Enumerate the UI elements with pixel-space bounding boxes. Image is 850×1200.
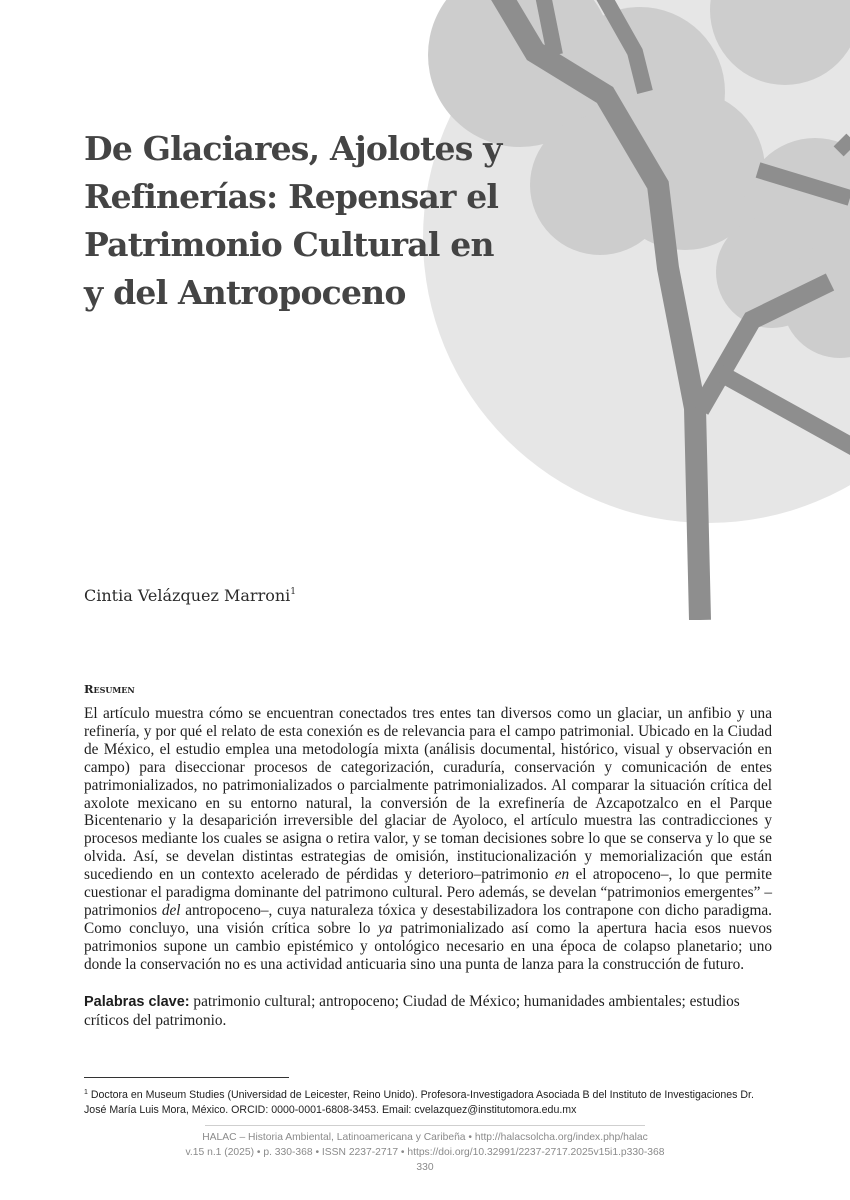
author-footnote-marker[interactable]: 1 — [290, 587, 297, 597]
footnote-text: Doctora en Museum Studies (Universidad de Leicester, Reino Unido). Profesora-Investigadora Asociada B del Instituto de Investigaciones Dr. José María Luis Mora, México. ORCID: 0000-0001-6808-3453. Email: cvelazquez@institutomora.edu.mx — [84, 1089, 754, 1116]
abstract-heading: Resumen — [84, 682, 135, 696]
keywords — [84, 993, 772, 1030]
abstract-emphasis: del — [161, 901, 181, 919]
footnote — [84, 1085, 774, 1118]
page-number: 330 — [416, 1162, 434, 1173]
abstract-part: el atropoceno–, lo que permite cuestionar el paradigma dominante del patrimono cultural. Pero además, se develan “patrimonios emergentes” –patrimonios — [84, 866, 772, 919]
abstract-emphasis: en — [554, 866, 570, 884]
footnote-marker: 1 — [84, 1089, 88, 1096]
footnote-divider — [84, 1077, 289, 1078]
article-title — [84, 125, 514, 317]
keywords-text: patrimonio cultural; antropoceno; Ciudad de México; humanidades ambientales; estudios críticos del patrimonio. — [84, 993, 740, 1029]
abstract-emphasis: ya — [378, 919, 393, 937]
author-line — [84, 586, 296, 605]
abstract-text — [84, 705, 772, 974]
journal-footer-line: HALAC – Historia Ambiental, Latinoamericana y Caribeña • http://halacsolcha.org/index.php/halac — [202, 1132, 648, 1143]
title-line: De Glaciares, Ajolotes y — [84, 129, 502, 168]
abstract-part: El artículo muestra cómo se encuentran conectados tres entes tan diversos como un glaciar, un anfibio y una refinería, y por qué el relato de esta conexión es de relevancia para el campo patrimonial. Ubicado en la Ciudad de México, el estudio emplea una metodología mixta (análisis documental, histórico, visual y observación en campo) para diseccionar procesos de categorización, curaduría, conservación y comunicación de entes patrimonializados, no patrimonializados o parcialmente patrimonializados. Al comparar la situación crítica del axolote mexicano en su entorno natural, la conversión de la exrefinería de Azcapotzalco en el Parque Bicentenario y la desaparición irreversible del glaciar de Ayoloco, el artículo muestra las contradicciones y procesos mediante los cuales se asigna o retira valor, y se toman decisiones sobre lo que se conserva y lo que se olvida. Así, se develan distintas estrategias de omisión, institucionalización y memorialización que están sucediendo en un contexto acelerado de pérdidas y deterioro–patrimonio — [84, 705, 772, 884]
abstract-part: antropoceno–, cuya naturaleza tóxica y desestabilizadora los contrapone con dicho paradigma. Como concluyo, una visión crítica sobre lo — [84, 901, 773, 937]
journal-citation-line: v.15 n.1 (2025) • p. 330-368 • ISSN 2237-2717 • https://doi.org/10.32991/2237-2717.2025v15i1.p330-368 — [185, 1147, 665, 1158]
footer-divider — [205, 1125, 645, 1126]
author-name: Cintia Velázquez Marroni — [84, 586, 291, 605]
title-line: Patrimonio Cultural en — [84, 225, 494, 264]
keywords-label: Palabras clave: — [84, 994, 190, 1010]
title-line: y del Antropoceno — [84, 273, 406, 312]
abstract-part: patrimonializado así como la apertura hacia esos nuevos patrimonios supone un cambio epistémico y ontológico necesario en una época de colapso planetario; uno donde la conservación no es una actividad anticuaria sino una punta de lanza para la construcción de futuro. — [84, 919, 772, 973]
title-line: Refinerías: Repensar el — [84, 177, 499, 216]
